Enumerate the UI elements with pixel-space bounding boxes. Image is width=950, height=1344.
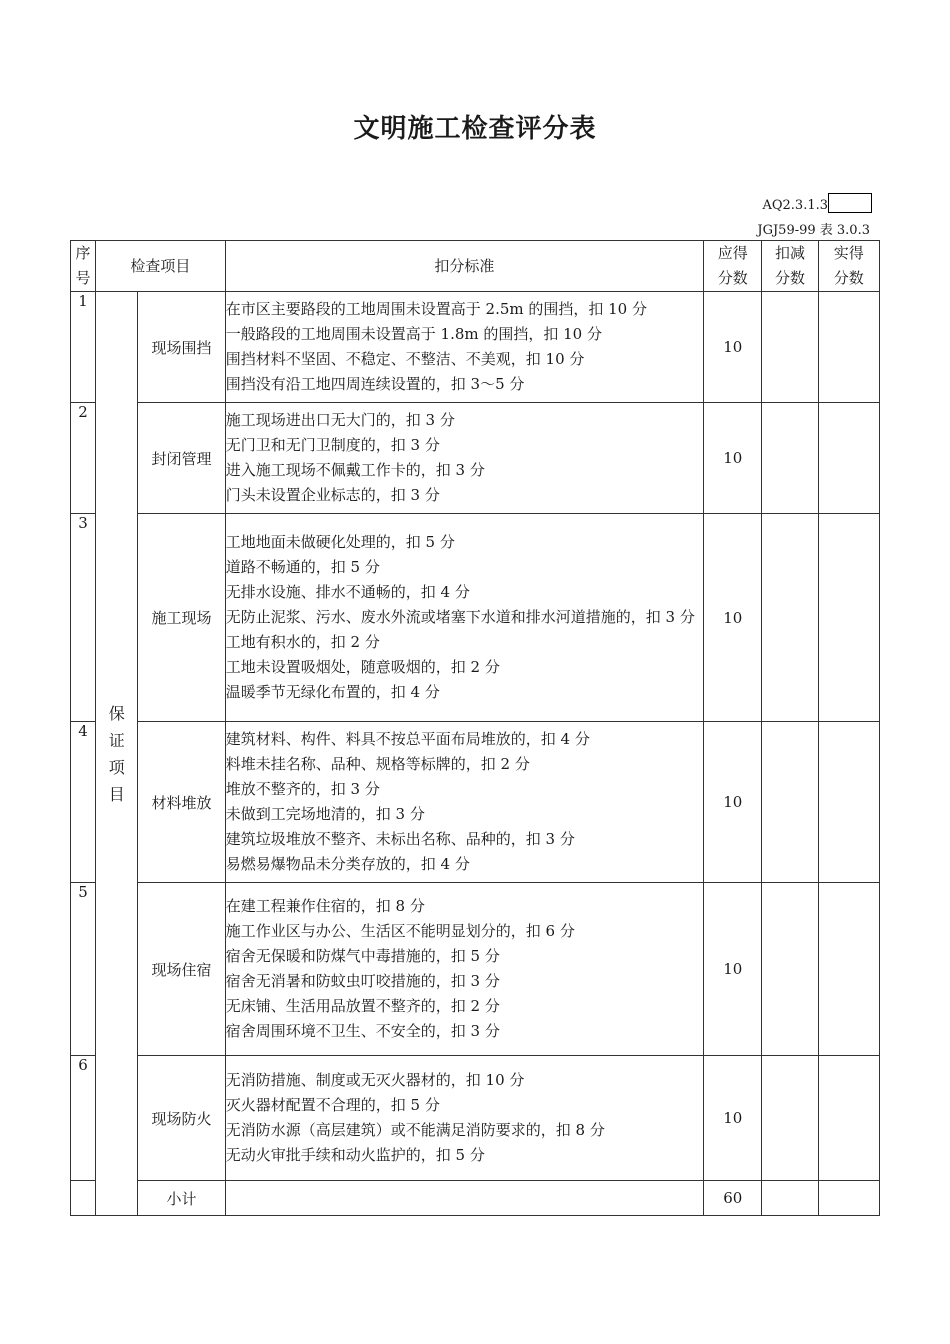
row-item: 材料堆放	[138, 722, 225, 883]
row-deducted-score-cell[interactable]	[762, 883, 818, 1056]
criteria-line: 工地地面未做硬化处理的，扣 5 分	[225, 533, 455, 551]
header-item: 检查项目	[96, 241, 226, 292]
criteria-line: 无防止泥浆、污水、废水外流或堵塞下水道和排水河道措施的，扣 3 分	[225, 608, 695, 626]
document-title: 文明施工检查评分表	[353, 114, 597, 144]
criteria-line: 建筑垃圾堆放不整齐、未标出名称、品种的，扣 3 分	[225, 830, 575, 848]
criteria-line: 门头未设置企业标志的，扣 3 分	[225, 486, 440, 504]
row-criteria	[225, 403, 703, 514]
group-label-cell	[96, 292, 138, 1216]
criteria-line: 无消防措施、制度或无灭火器材的，扣 10 分	[225, 1071, 525, 1089]
row-item: 施工现场	[138, 514, 225, 722]
row-deducted-score-cell[interactable]	[762, 1056, 818, 1181]
criteria-line: 无排水设施、排水不通畅的，扣 4 分	[225, 583, 470, 601]
table-row	[71, 722, 880, 883]
table-row	[71, 883, 880, 1056]
criteria-line: 在市区主要路段的工地周围未设置高于 2.5m 的围挡，扣 10 分	[225, 300, 647, 318]
row-deducted-score-cell[interactable]	[762, 514, 818, 722]
header-criteria: 扣分标准	[225, 241, 703, 292]
row-seq: 3	[71, 514, 96, 722]
row-actual-score-cell[interactable]	[818, 514, 879, 722]
row-item: 现场围挡	[138, 292, 225, 403]
row-actual-score-cell[interactable]	[818, 292, 879, 403]
criteria-line: 建筑材料、构件、料具不按总平面布局堆放的，扣 4 分	[225, 730, 590, 748]
criteria-line: 进入施工现场不佩戴工作卡的，扣 3 分	[225, 461, 485, 479]
row-seq: 5	[71, 883, 96, 1056]
form-code-line	[762, 193, 872, 213]
score-table	[70, 240, 880, 1216]
criteria-line: 道路不畅通的，扣 5 分	[225, 558, 380, 576]
criteria-line: 围挡没有沿工地四周连续设置的，扣 3～5 分	[225, 375, 525, 393]
subtotal-due-score: 60	[704, 1181, 762, 1216]
criteria-line: 一般路段的工地周围未设置高于 1.8m 的围挡，扣 10 分	[225, 325, 602, 343]
criteria-line: 易燃易爆物品未分类存放的，扣 4 分	[225, 855, 470, 873]
criteria-line: 施工作业区与办公、生活区不能明显划分的，扣 6 分	[225, 922, 575, 940]
criteria-line: 宿舍无保暖和防煤气中毒措施的，扣 5 分	[225, 947, 500, 965]
row-item: 现场住宿	[138, 883, 225, 1056]
row-due-score: 10	[704, 514, 762, 722]
criteria-line: 灭火器材配置不合理的，扣 5 分	[225, 1096, 440, 1114]
row-deducted-score-cell[interactable]	[762, 292, 818, 403]
row-item: 现场防火	[138, 1056, 225, 1181]
header-due-score: 应得分数	[704, 241, 762, 292]
row-due-score: 10	[704, 883, 762, 1056]
subtotal-seq-cell	[71, 1181, 96, 1216]
row-criteria	[225, 292, 703, 403]
standard-reference: JGJ59-99 表 3.0.3	[757, 223, 870, 238]
row-seq: 4	[71, 722, 96, 883]
row-deducted-score-cell[interactable]	[762, 722, 818, 883]
table-row	[71, 1056, 880, 1181]
table-row	[71, 292, 880, 403]
criteria-line: 工地未设置吸烟处，随意吸烟的，扣 2 分	[225, 658, 500, 676]
row-due-score: 10	[704, 403, 762, 514]
criteria-line: 堆放不整齐的，扣 3 分	[225, 780, 380, 798]
row-actual-score-cell[interactable]	[818, 1056, 879, 1181]
header-deducted-score: 扣减分数	[762, 241, 818, 292]
criteria-line: 料堆未挂名称、品种、规格等标牌的，扣 2 分	[225, 755, 530, 773]
row-seq: 2	[71, 403, 96, 514]
row-criteria	[225, 1056, 703, 1181]
criteria-line: 无门卫和无门卫制度的，扣 3 分	[225, 436, 440, 454]
criteria-line: 工地有积水的，扣 2 分	[225, 633, 380, 651]
criteria-line: 无动火审批手续和动火监护的，扣 5 分	[225, 1146, 485, 1164]
subtotal-label: 小计	[138, 1181, 225, 1216]
criteria-line: 无床铺、生活用品放置不整齐的，扣 2 分	[225, 997, 500, 1015]
criteria-line: 温暖季节无绿化布置的，扣 4 分	[225, 683, 440, 701]
header-row	[71, 241, 880, 292]
header-actual-score: 实得分数	[818, 241, 879, 292]
row-due-score: 10	[704, 292, 762, 403]
row-criteria	[225, 722, 703, 883]
criteria-line: 宿舍周围环境不卫生、不安全的，扣 3 分	[225, 1022, 500, 1040]
row-item: 封闭管理	[138, 403, 225, 514]
criteria-line: 在建工程兼作住宿的，扣 8 分	[225, 897, 425, 915]
group-label: 保证项目	[108, 703, 125, 804]
row-due-score: 10	[704, 722, 762, 883]
row-deducted-score-cell[interactable]	[762, 403, 818, 514]
criteria-line: 无消防水源（高层建筑）或不能满足消防要求的，扣 8 分	[225, 1121, 605, 1139]
subtotal-row	[71, 1181, 880, 1216]
header-seq: 序号	[71, 241, 96, 292]
row-due-score: 10	[704, 1056, 762, 1181]
row-actual-score-cell[interactable]	[818, 883, 879, 1056]
criteria-line: 施工现场进出口无大门的，扣 3 分	[225, 411, 455, 429]
row-actual-score-cell[interactable]	[818, 722, 879, 883]
row-seq: 1	[71, 292, 96, 403]
row-criteria	[225, 883, 703, 1056]
subtotal-criteria-cell	[225, 1181, 703, 1216]
form-number-box[interactable]	[828, 193, 872, 213]
table-row	[71, 403, 880, 514]
criteria-line: 未做到工完场地清的，扣 3 分	[225, 805, 425, 823]
criteria-line: 围挡材料不坚固、不稳定、不整洁、不美观，扣 10 分	[225, 350, 585, 368]
subtotal-deducted-score-cell[interactable]	[762, 1181, 818, 1216]
row-criteria	[225, 514, 703, 722]
subtotal-actual-score-cell[interactable]	[818, 1181, 879, 1216]
form-code: AQ2.3.1.3	[762, 198, 828, 213]
row-seq: 6	[71, 1056, 96, 1181]
table-row	[71, 514, 880, 722]
row-actual-score-cell[interactable]	[818, 403, 879, 514]
criteria-line: 宿舍无消暑和防蚊虫叮咬措施的，扣 3 分	[225, 972, 500, 990]
